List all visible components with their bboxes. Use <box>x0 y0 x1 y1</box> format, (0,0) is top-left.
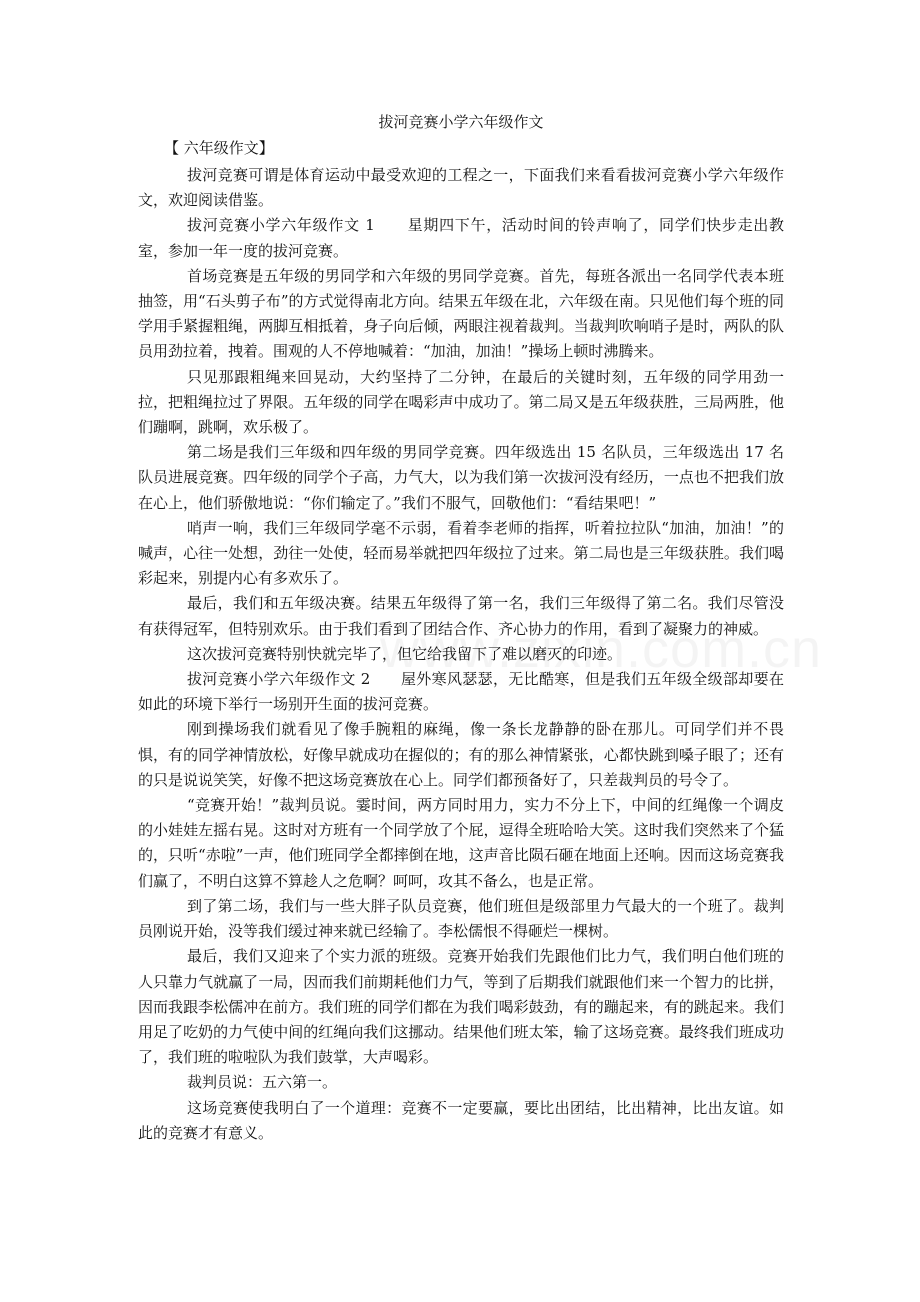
paragraph: 这场竞赛使我明白了一个道理：竞赛不一定要赢，要比出团结，比出精神，比出友谊。如此的竞赛才有意义。 <box>138 1098 784 1142</box>
paragraph: 刚到操场我们就看见了像手腕粗的麻绳，像一条长龙静静的卧在那儿。可同学们并不畏惧，有的同学神情放松，好像早就成功在握似的；有的那么神情紧张，心都快跳到嗓子眼了；还有的只是说说笑笑，好像不把这场竞赛放在心上。同学们都预备好了，只差裁判员的号令了。 <box>138 720 784 789</box>
paragraph: 只见那跟粗绳来回晃动，大约坚持了二分钟，在最后的关键时刻，五年级的同学用劲一拉，把粗绳拉过了界限。五年级的同学在喝彩声中成功了。第二局又是五年级获胜，三局两胜，他们蹦啊，跳啊，欢乐极了。 <box>138 367 784 437</box>
paragraph: “竞赛开始！”裁判员说。霎时间，两方同时用力，实力不分上下，中间的红绳像一个调皮的小娃娃左摇右晃。这时对方班有一个同学放了个屁，逗得全班哈哈大笑。这时我们突然来了个猛的，只听“赤啦”一声，他们班同学全都摔倒在地，这声音比陨石砸在地面上还响。因而这场竞赛我们赢了，不明白这算不算趁人之危啊？呵呵，攻其不备么，也是正常。 <box>138 796 784 890</box>
paragraph: 最后，我们又迎来了个实力派的班级。竞赛开始我们先跟他们比力气，我们明白他们班的人只靠力气就赢了一局，因而我们前期耗他们力气，等到了后期我们就跟他们来一个智力的比拼，因而我跟李松儒冲在前方。我们班的同学们都在为我们喝彩鼓劲，有的蹦起来，有的跳起来。我们用足了吃奶的力气使中间的红绳向我们这挪动。结果他们班太笨，输了这场竞赛。最终我们班成功了，我们班的啦啦队为我们鼓掌，大声喝彩。 <box>138 947 784 1067</box>
paragraph: 这次拔河竞赛特别快就完毕了，但它给我留下了难以磨灭的印迹。 <box>187 644 623 663</box>
paragraph: 哨声一响，我们三年级同学毫不示弱，看着李老师的指挥，听着拉拉队“加油，加油！”的喊声，心往一处想，劲往一处使，轻而易举就把四年级拉了过来。第二局也是三年级获胜。我们喝彩起来，别提内心有多欢乐了。 <box>138 518 784 588</box>
paragraph: 裁判员说：五六第一。 <box>187 1073 338 1092</box>
category-label: 【 六年级作文】 <box>164 139 274 157</box>
document-page <box>138 112 784 1146</box>
document-title: 拔河竞赛小学六年级作文 <box>378 113 544 131</box>
paragraph: 拔河竞赛小学六年级作文 2 屋外寒风瑟瑟，无比酷寒，但是我们五年级全级部却要在如此的环境下举行一场别开生面的拔河竞赛。 <box>138 670 784 714</box>
paragraph: 拔河竞赛可谓是体育运动中最受欢迎的工程之一，下面我们来看看拔河竞赛小学六年级作文，欢迎阅读借鉴。 <box>138 166 784 210</box>
paragraph: 拔河竞赛小学六年级作文 1 星期四下午，活动时间的铃声响了，同学们快步走出教室，参加一年一度的拔河竞赛。 <box>138 216 784 260</box>
paragraph: 首场竞赛是五年级的男同学和六年级的男同学竞赛。首先，每班各派出一名同学代表本班抽签，用“石头剪子布”的方式觉得南北方向。结果五年级在北，六年级在南。只见他们每个班的同学用手紧握粗绳，两脚互相抵着，身子向后倾，两眼注视着裁判。当裁判吹响哨子是时，两队的队员用劲拉着，拽着。围观的人不停地喊着：“加油，加油！”操场上顿时沸腾来。 <box>138 266 784 361</box>
paragraph: 最后，我们和五年级决赛。结果五年级得了第一名，我们三年级得了第二名。我们尽管没有获得冠军，但特别欢乐。由于我们看到了团结合作、齐心协力的作用，看到了凝聚力的神威。 <box>138 594 784 638</box>
paragraph: 第二场是我们三年级和四年级的男同学竞赛。四年级选出 15 名队员，三年级选出 17 名队员进展竞赛。四年级的同学个子高，力气大，以为我们第一次拔河没有经历，一点也不把我们放在心上，他们骄傲地说：“你们输定了。”我们不服气，回敬他们：“看结果吧！” <box>138 443 784 512</box>
paragraph: 到了第二场，我们与一些大胖子队员竞赛，他们班但是级部里力气最大的一个班了。裁判员刚说开始，没等我们缓过神来就已经输了。李松儒恨不得砸烂一棵树。 <box>138 896 784 941</box>
